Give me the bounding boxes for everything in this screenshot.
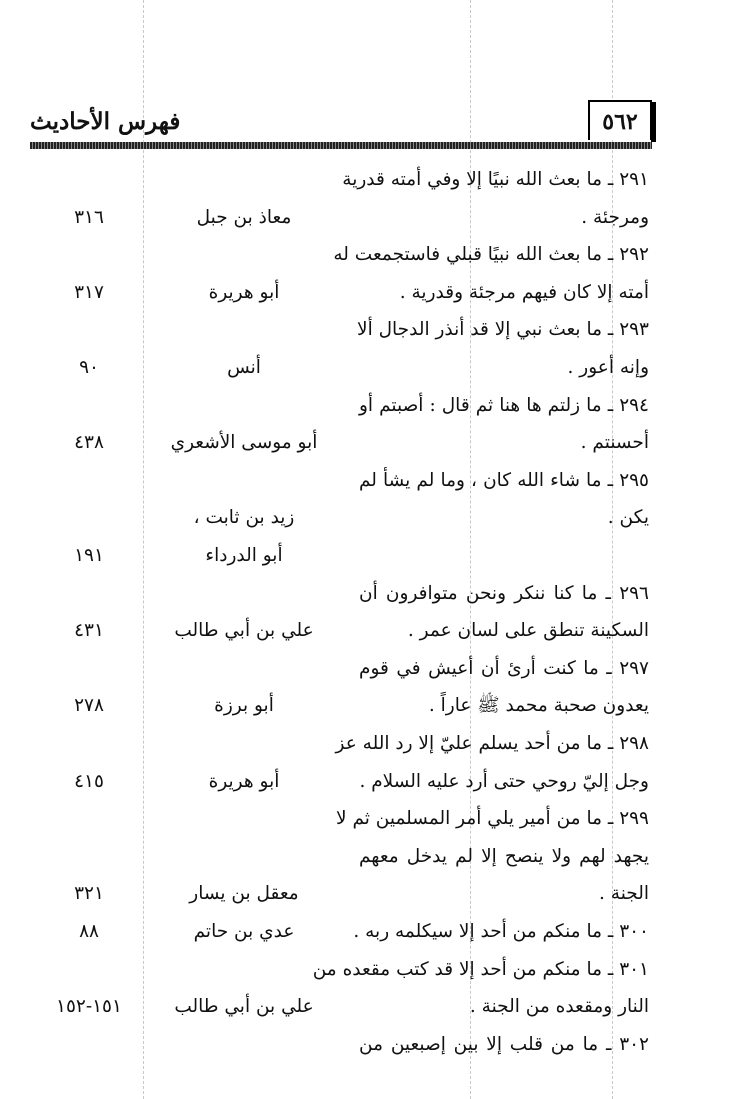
hadith-text-line: يعدون صحبة محمد ﷺ عاراً .	[428, 695, 649, 716]
hadith-text-line: وجل إليّ روحي حتى أرد عليه السلام .	[359, 771, 649, 792]
narrator-name: عدي بن حاتم	[193, 921, 295, 942]
hadith-text-line: الجنة .	[599, 883, 649, 904]
page-reference: ٣٢١	[74, 883, 104, 904]
hadith-text-line: ٢٩٧ ـ ما كنت أرئ أن أعيش في قوم	[359, 658, 649, 679]
hadith-text-line: ٣٠١ ـ ما منكم من أحد إلا قد كتب مقعده من	[312, 959, 649, 980]
page-reference: ٨٨	[79, 921, 99, 942]
page-reference	[34, 501, 144, 535]
narrator-name: أبو برزة	[214, 695, 274, 716]
hadith-text-line: أمته إلا كان فيهم مرجئة وقدرية .	[399, 282, 649, 303]
hadith-text-line: ٢٩٩ ـ ما من أمير يلي أمر المسلمين ثم لا	[336, 808, 649, 829]
narrator-name: أبو موسى الأشعري	[170, 432, 318, 453]
page-reference	[34, 238, 144, 272]
narrator-name	[144, 577, 344, 611]
page-reference	[34, 652, 144, 686]
page-reference: ٤١٥	[74, 771, 104, 792]
narrator-name: معقل بن يسار	[189, 883, 299, 904]
hadith-text-line: ٣٠٠ ـ ما منكم من أحد إلا سيكلمه ربه .	[353, 921, 649, 942]
page-reference	[34, 389, 144, 423]
page-number: ٥٦٢	[588, 100, 652, 140]
narrator-name: أبو هريرة	[208, 771, 280, 792]
hadith-text-line: أحسنتم .	[580, 432, 649, 453]
hadith-text-line: يجهد لهم ولا ينصح إلا لم يدخل معهم	[359, 846, 649, 867]
narrator-name	[144, 953, 344, 987]
narrator-name: علي بن أبي طالب	[174, 620, 314, 641]
page-reference: ٩٠	[79, 357, 99, 378]
page-reference: ٢٧٨	[74, 695, 104, 716]
page-reference	[34, 163, 144, 197]
page-reference: ١٩١	[74, 545, 104, 566]
page-reference	[34, 464, 144, 498]
narrator-name	[144, 163, 344, 197]
hadith-text-line: ٢٩٣ ـ ما بعث نبي إلا قد أنذر الدجال ألا	[357, 319, 649, 340]
hadith-text-line: يكن .	[607, 507, 649, 528]
hadith-text-line: ومرجئة .	[581, 207, 649, 228]
page-reference: ٤٣١	[74, 620, 104, 641]
hadith-text-line: ٢٩٤ ـ ما زلتم ها هنا ثم قال : أصبتم أو	[359, 395, 649, 416]
page-reference: ٣١٧	[74, 282, 104, 303]
hadith-text-line: ٢٩١ ـ ما بعث الله نبيًا إلا وفي أمته قدرية	[342, 169, 649, 190]
narrator-name	[144, 840, 344, 874]
narrator-name: أنس	[227, 357, 261, 378]
page-reference	[34, 727, 144, 761]
narrator-name	[144, 238, 344, 272]
narrator-name: معاذ بن جبل	[196, 207, 292, 228]
hadith-text-line: ٢٩٦ ـ ما كنا ننكر ونحن متوافرون أن	[359, 583, 649, 604]
page-reference	[34, 802, 144, 836]
page-reference	[34, 840, 144, 874]
page-reference	[34, 313, 144, 347]
hadith-text-line: ٢٩٥ ـ ما شاء الله كان ، وما لم يشأ لم	[359, 470, 649, 491]
narrator-name: أبو الدرداء	[205, 545, 283, 566]
narrator-name	[144, 313, 344, 347]
hadith-text-line: ٢٩٢ ـ ما بعث الله نبيًا قبلي فاستجمعت له	[333, 244, 649, 265]
header-divider	[30, 142, 652, 149]
narrator-name	[144, 1028, 344, 1062]
page-title: فهرس الأحاديث	[30, 108, 181, 135]
narrator-name: زيد بن ثابت ،	[193, 507, 295, 528]
page-reference	[34, 1028, 144, 1062]
hadith-text-line: وإنه أعور .	[567, 357, 649, 378]
page-reference: ٤٣٨	[74, 432, 104, 453]
page-reference: ١٥١-١٥٢	[56, 996, 122, 1017]
page-reference	[34, 577, 144, 611]
hadith-text-line	[359, 539, 649, 573]
page-reference	[34, 953, 144, 987]
hadith-text-line: ٢٩٨ ـ ما من أحد يسلم عليّ إلا رد الله عز	[335, 733, 649, 754]
hadith-text-line: السكينة تنطق على لسان عمر .	[407, 620, 649, 641]
narrator-name	[144, 802, 344, 836]
narrator-name	[144, 652, 344, 686]
narrator-name	[144, 464, 344, 498]
narrator-name: علي بن أبي طالب	[174, 996, 314, 1017]
hadith-text-line: النار ومقعده من الجنة .	[469, 996, 649, 1017]
narrator-name	[144, 727, 344, 761]
narrator-name: أبو هريرة	[208, 282, 280, 303]
page-reference: ٣١٦	[74, 207, 104, 228]
page-header	[30, 100, 652, 148]
narrator-name	[144, 389, 344, 423]
hadith-text-line: ٣٠٢ ـ ما من قلب إلا بين إصبعين من	[359, 1034, 649, 1055]
